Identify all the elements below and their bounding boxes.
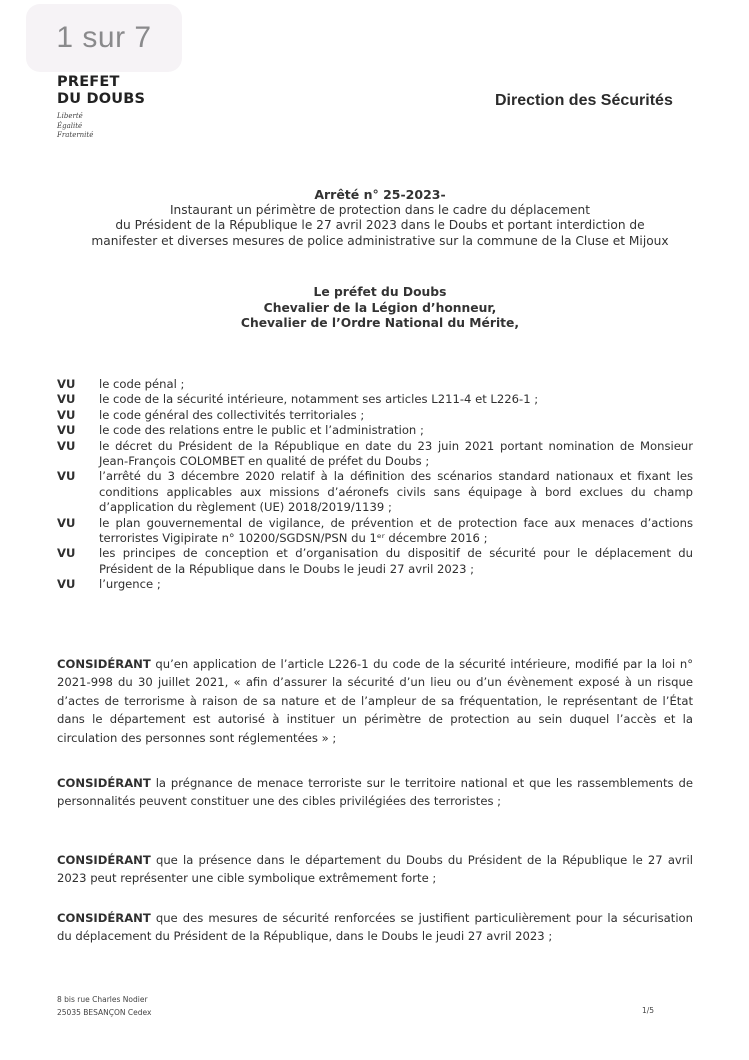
logo-line: DU DOUBS xyxy=(57,91,146,107)
decree-title xyxy=(40,187,720,249)
vu-text: l’arrêté du 3 décembre 2020 relatif à la définition des scénarios standard nationaux et fixant les conditions applicables aux missions d’aéronefs civils sans équipage à bord exclues du champ d’application du règlement (UE) 2018/2019/1139 ; xyxy=(99,469,693,515)
vu-label: VU xyxy=(57,577,76,592)
vu-label: VU xyxy=(57,377,76,391)
decree-subtitle-line: Instaurant un périmètre de protection dans le cadre du déplacement xyxy=(169,202,591,217)
motto-line: Fraternité xyxy=(57,131,94,139)
logo-line: PREFET xyxy=(57,74,120,90)
vu-item xyxy=(57,392,693,407)
prefect-title-line: Chevalier de la Légion d’honneur, xyxy=(263,300,497,315)
vu-label: VU xyxy=(57,407,76,422)
vu-label: VU xyxy=(57,438,76,453)
vu-text: le plan gouvernemental de vigilance, de prévention et de protection face aux menaces d’actions terroristes Vigipirate n° 10200/SGDSN/PSN du 1ᵉʳ décembre 2016 ; xyxy=(99,515,693,546)
vu-text: les principes de conception et d’organisation du dispositif de sécurité pour le déplacement du Président de la République dans le Doubs le jeudi 27 avril 2023 ; xyxy=(99,546,693,576)
considerant-label: CONSIDÉRANT xyxy=(57,911,151,925)
vu-item xyxy=(57,546,693,577)
footer-address xyxy=(57,993,151,1019)
considerant-text: qu’en application de l’article L226-1 du code de la sécurité intérieure, modifié par la loi n° 2021-998 du 30 juillet 2021, « afin d’assurer la sécurité d’un lieu ou d’un évènement exposé à un risque d’actes de terrorisme à raison de sa nature et de l’ampleur de sa fréquentation, le représentant de l’État dans le département est autorisé à instituer un périmètre de protection au sein duquel l’accès et la circulation des personnes sont réglementées » ; xyxy=(57,657,693,745)
vu-label: VU xyxy=(57,546,76,561)
vu-label: VU xyxy=(57,392,76,407)
considerant-text: la prégnance de menace terroriste sur le territoire national et que les rassemblements de personnalités peuvent constituer une des cibles privilégiées des terroristes ; xyxy=(57,776,693,809)
decree-subtitle-line: du Président de la République le 27 avril 2023 dans le Doubs et portant interdiction de xyxy=(115,218,645,232)
vu-item xyxy=(57,423,693,438)
considerant-paragraph xyxy=(57,909,693,946)
motto-line: Liberté xyxy=(57,112,83,120)
vu-label: VU xyxy=(57,469,76,484)
considerant-text: que des mesures de sécurité renforcées se justifient particulièrement pour la sécurisation du déplacement du Président de la République, dans le Doubs le jeudi 27 avril 2023 ; xyxy=(57,911,693,944)
vu-item xyxy=(57,469,693,515)
vu-text: le code pénal ; xyxy=(99,377,185,391)
considerant-label: CONSIDÉRANT xyxy=(57,776,151,790)
page-counter: 1 sur 7 xyxy=(26,4,182,72)
vu-label: VU xyxy=(57,423,76,438)
footer-page-number: 1/5 xyxy=(642,1006,655,1015)
vu-item xyxy=(57,439,693,470)
considerant-paragraph xyxy=(57,655,693,747)
considerant-label: CONSIDÉRANT xyxy=(57,657,151,671)
considerant-paragraph xyxy=(57,851,693,888)
vu-text: le code des relations entre le public et l’administration ; xyxy=(99,423,424,438)
vu-item xyxy=(57,577,693,592)
motto-line: Égalité xyxy=(57,121,83,130)
prefect-title-line: Le préfet du Doubs xyxy=(313,285,447,299)
address-line: 8 bis rue Charles Nodier xyxy=(57,995,148,1004)
prefect-titles xyxy=(40,285,720,332)
vu-item xyxy=(57,377,693,392)
vu-list xyxy=(57,377,693,593)
considerant-paragraph xyxy=(57,774,693,811)
considerant-text: que la présence dans le département du Doubs du Président de la République le 27 avril 2023 peut représenter une cible symbolique extrêmement forte ; xyxy=(57,853,693,886)
prefecture-logo xyxy=(57,74,145,141)
vu-text: le code général des collectivités territoriales ; xyxy=(99,407,365,422)
considerant-label: CONSIDÉRANT xyxy=(57,853,151,867)
vu-text: le code de la sécurité intérieure, notamment ses articles L211-4 et L226-1 ; xyxy=(99,392,539,407)
republic-motto xyxy=(57,112,145,141)
vu-label: VU xyxy=(57,515,76,530)
vu-text: le décret du Président de la République en date du 23 juin 2021 portant nomination de Monsieur Jean-François COLOMBET en qualité de préfet du Doubs ; xyxy=(99,438,693,469)
vu-item xyxy=(57,516,693,547)
vu-item xyxy=(57,408,693,423)
prefect-title-line: Chevalier de l’Ordre National du Mérite, xyxy=(240,316,520,330)
vu-text: l’urgence ; xyxy=(99,577,161,592)
department-heading: Direction des Sécurités xyxy=(495,92,673,109)
address-line: 25035 BESANÇON Cedex xyxy=(57,1008,152,1017)
decree-number: Arrêté n° 25-2023- xyxy=(314,187,446,202)
decree-subtitle-line: manifester et diverses mesures de police administrative sur la commune de la Cluse et Mijoux xyxy=(91,233,669,248)
